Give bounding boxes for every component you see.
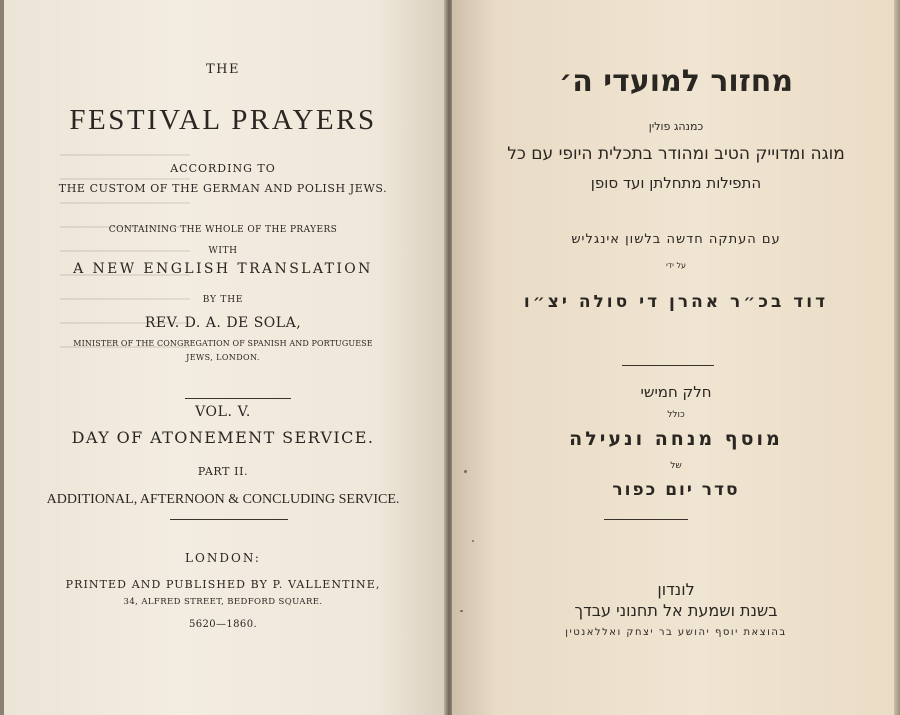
hebrew-includes: כולל [667, 410, 685, 420]
english-title-page [0, 0, 446, 715]
hebrew-of: של [670, 461, 682, 471]
imprint-city: LONDON: [185, 551, 261, 565]
part-subtitle: ADDITIONAL, AFTERNOON & CONCLUDING SERVICE. [46, 492, 400, 507]
part-label: PART II. [197, 465, 249, 478]
author-name: REV. D. A. DE SOLA, [144, 315, 302, 331]
hebrew-author: דוד בכ״ר אהרן די סולה יצ״ו [523, 292, 829, 312]
hebrew-title: מחזור למועדי ה׳ [558, 64, 794, 99]
the-label: THE [206, 62, 240, 77]
hebrew-title-page [452, 0, 900, 715]
hebrew-translation-note: עם העתקה חדשה בלשון אינגליש [571, 232, 781, 247]
with-label: WITH [208, 246, 238, 256]
hebrew-printer: בהוצאת יוסף יהושע בר יצחק ואללאנטין [565, 627, 787, 638]
book-title: FESTIVAL PRAYERS [69, 104, 377, 136]
hebrew-description-1: מוגה ומדוייק הטיב ומהודר בתכלית היופי עם כל [507, 144, 845, 164]
according-to-label: ACCORDING TO [170, 162, 276, 175]
hebrew-custom: כמנהג פולין [648, 120, 704, 133]
hebrew-by: על ידי [665, 261, 687, 270]
translation-line: A NEW ENGLISH TRANSLATION [73, 261, 373, 277]
foxing-spot [464, 470, 467, 473]
service-title: DAY OF ATONEMENT SERVICE. [71, 428, 375, 447]
divider [170, 519, 288, 520]
hebrew-services: מוסף מנחה ונעילה [569, 428, 783, 450]
imprint-year: 5620—1860. [188, 619, 258, 630]
hebrew-city: לונדון [657, 580, 695, 599]
divider [622, 365, 714, 366]
jews-london-line: JEWS, LONDON. [186, 353, 260, 362]
containing-line: CONTAINING THE WHOLE OF THE PRAYERS [108, 225, 338, 235]
foxing-spot [472, 540, 474, 542]
divider [185, 398, 291, 399]
hebrew-year-line: בשנת ושמעת אל תחנוני עבדך [574, 601, 778, 620]
address-line: 34, ALFRED STREET, BEDFORD SQUARE. [123, 597, 323, 607]
publisher-line: PRINTED AND PUBLISHED BY P. VALLENTINE, [65, 578, 381, 591]
hebrew-order: סדר יום כפור [612, 480, 740, 500]
foxing-spot [460, 610, 463, 612]
custom-line: THE CUSTOM OF THE GERMAN AND POLISH JEWS. [58, 182, 388, 195]
volume-label: VOL. V. [195, 404, 251, 420]
divider [604, 519, 688, 520]
hebrew-part: חלק חמישי [640, 383, 712, 401]
hebrew-description-2: התפילות מתחלתן ועד סופן [590, 174, 762, 192]
minister-line: MINISTER OF THE CONGREGATION OF SPANISH AND PORTUGUESE [73, 339, 373, 348]
by-the-label: BY THE [202, 295, 244, 305]
